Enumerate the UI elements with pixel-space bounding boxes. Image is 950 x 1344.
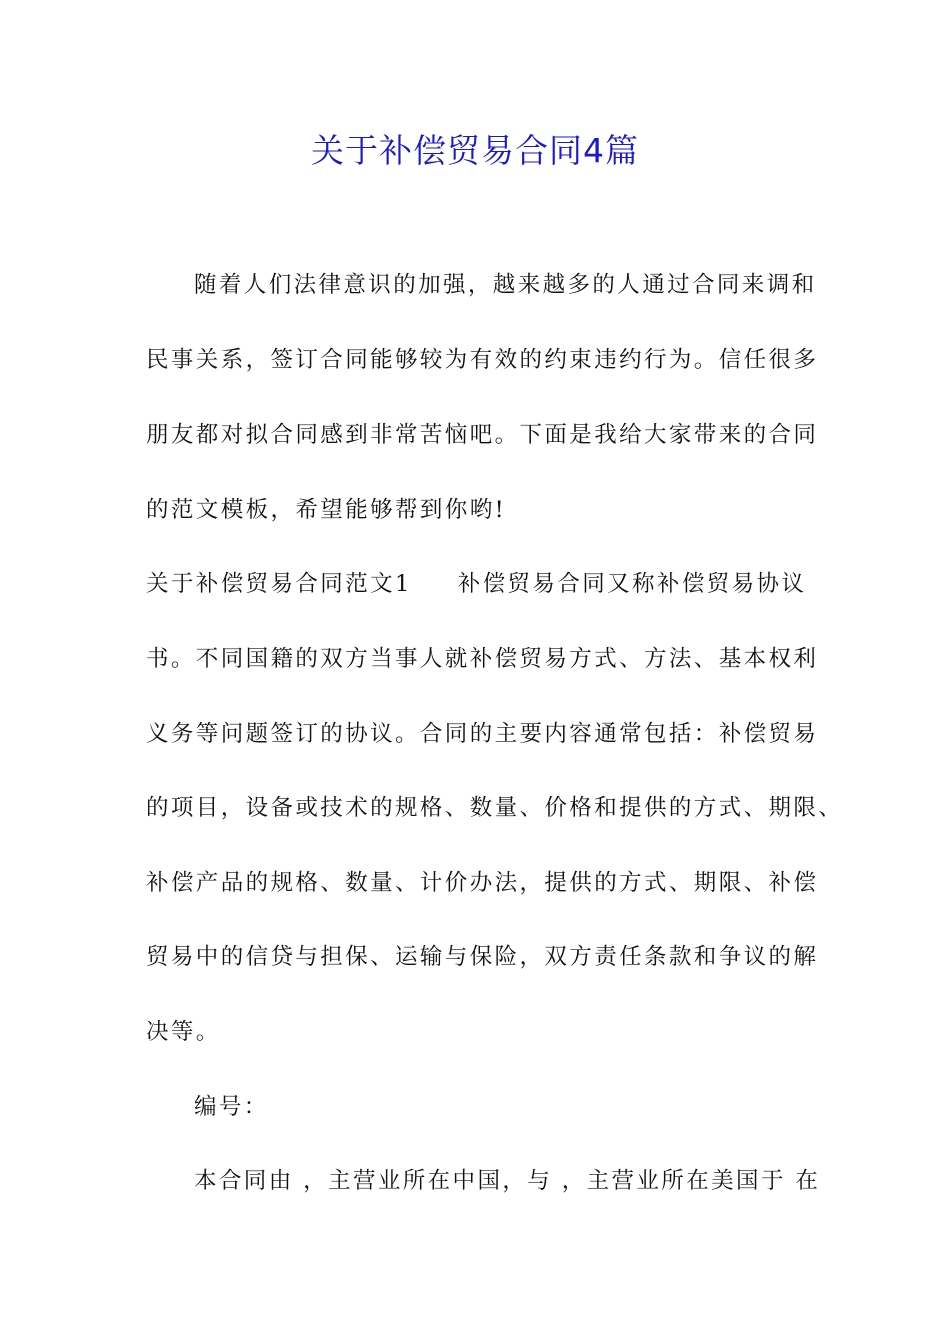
paragraph-line: 义务等问题签订的协议。合同的主要内容通常包括：补偿贸易 [146,721,819,747]
paragraph-line: 贸易中的信贷与担保、运输与保险，双方责任条款和争议的解 [146,944,819,970]
contract-number-label: 编号： [194,1094,269,1120]
paragraph-line: 的范文模板，希望能够帮到你哟! [146,497,507,523]
section-intro: 补偿贸易合同又称补偿贸易协议 [457,571,807,597]
paragraph-line: 补偿产品的规格、数量、计价办法，提供的方式、期限、补偿 [146,870,819,896]
paragraph-line: 朋友都对拟合同感到非常苦恼吧。下面是我给大家带来的合同 [146,422,819,448]
paragraph-line: 书。不同国籍的双方当事人就补偿贸易方式、方法、基本权利 [146,646,819,672]
paragraph-line: 随着人们法律意识的加强，越来越多的人通过合同来调和 [194,272,817,298]
paragraph-line: 本合同由 ，主营业所在中国，与 ，主营业所在美国于 在 [194,1168,821,1194]
document-title: 关于补偿贸易合同4篇 [311,131,639,170]
paragraph-line: 决等。 [146,1019,221,1045]
paragraph-line: 民事关系，签订合同能够较为有效的约束违约行为。信任很多 [146,347,819,373]
section-heading: 关于补偿贸易合同范文1 [146,571,412,597]
paragraph-line: 的项目，设备或技术的规格、数量、价格和提供的方式、期限、 [146,795,844,821]
section-heading-line [146,569,826,599]
